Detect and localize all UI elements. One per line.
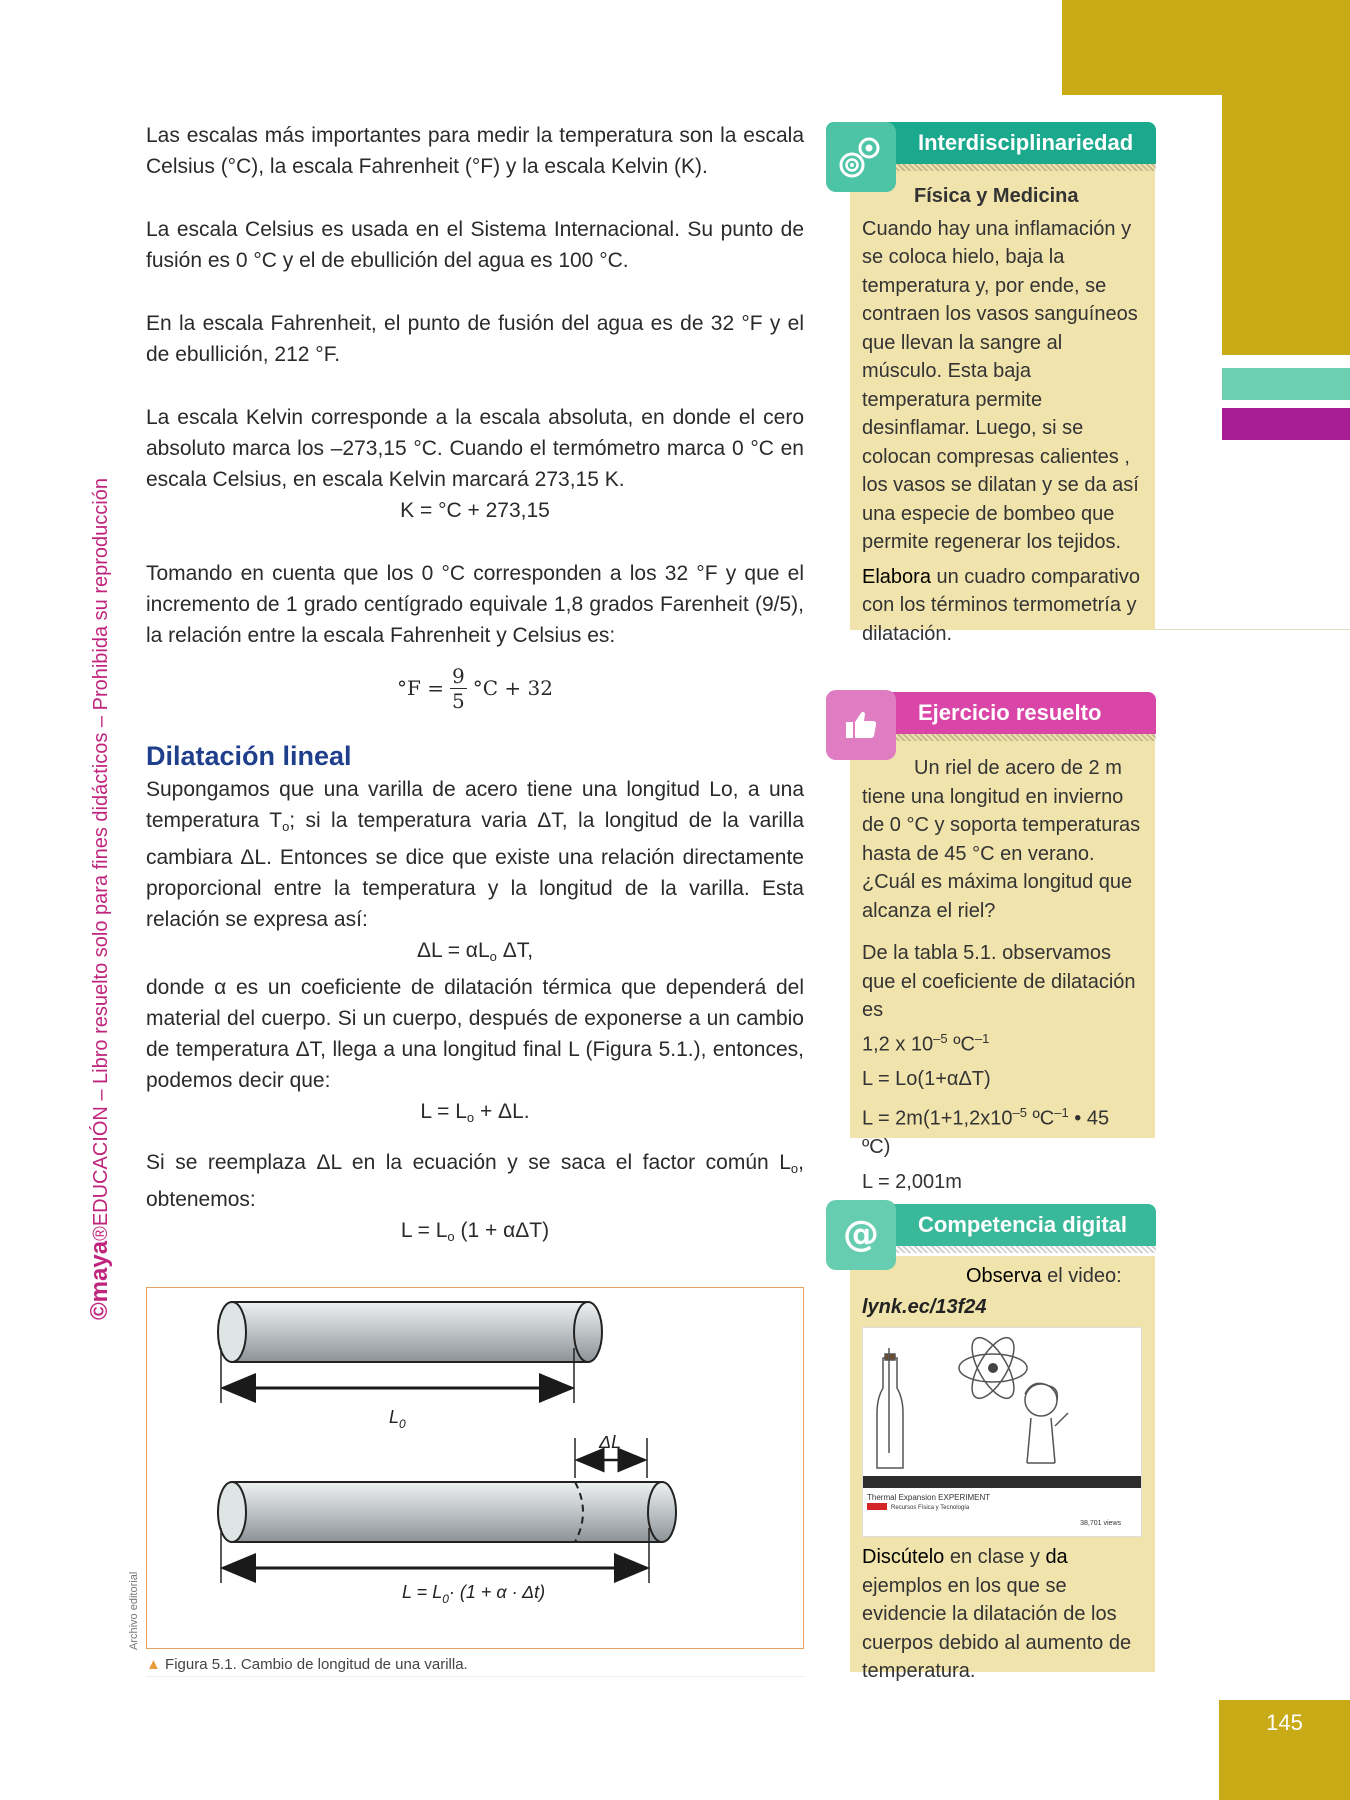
formula-left: °F = — [397, 675, 445, 700]
rod-diagram — [147, 1288, 802, 1647]
solution-intro: De la tabla 5.1. observamos que el coeficiente de dilatación es — [862, 942, 1136, 1021]
video-views: 38,701 views — [1080, 1520, 1121, 1527]
page-number: 145 — [1266, 1710, 1303, 1735]
card-task: Elabora un cuadro comparativo con los términos termometría y dilatación. — [862, 565, 1140, 645]
paragraph-kelvin: La escala Kelvin corresponde a la escala absoluta, en donde el cero absoluto marca los –273,15 °C. Cuando el termómetro marca 0 °C en escala Celsius, en escala Kelvin marcará 273,15 K. — [146, 406, 804, 491]
video-thumbnail[interactable] — [862, 1327, 1142, 1537]
observa-line: Observa el video: — [966, 1265, 1122, 1287]
fahrenheit-formula — [146, 657, 804, 719]
figure-caption: ▲ Figura 5.1. Cambio de longitud de una varilla. — [146, 1656, 468, 1673]
header-interdisciplinariedad: Interdisciplinariedad — [826, 122, 1156, 164]
formula-fraction — [450, 664, 467, 713]
card-body-text: Cuando hay una inflamación y se coloca hielo, baja la temperatura y, por ende, se contraen los vasos sanguíneos que llevan la sangre al músculo. Esta baja temperatura permite desinflamar. Luego, si se colocan compresas calientes , los vasos se dilatan y se da así una especie de bombeo que permite regenerar los tejidos. — [862, 217, 1139, 553]
exercise-problem: Un riel de acero de 2 m tiene una longitud en invierno de 0 °C y soporta temperaturas hasta de 45 °C en verano. ¿Cuál es máxima longitud que alcanza el riel? — [862, 757, 1141, 922]
label-l0: $L_0$ — [389, 1407, 406, 1431]
video-illustration — [863, 1328, 1142, 1476]
formula-right: °C + 32 — [472, 675, 553, 700]
solution-result: L = 2,001m — [862, 1170, 962, 1193]
card-subtitle: Física y Medicina — [914, 185, 1079, 207]
caption-triangle-icon: ▲ — [146, 1656, 161, 1673]
copyright-credit — [86, 478, 114, 1320]
decorative-gold-block — [1062, 0, 1350, 95]
equation-expansion: $L = L_o$ (1 + αΔT) — [400, 1219, 550, 1244]
label-delta-l: ΔL — [599, 1432, 622, 1452]
paragraph-scales: Las escalas más importantes para medir la temperatura son la escala Celsius (°C), la escala Fahrenheit (°F) y la escala Kelvin (K). — [146, 124, 804, 178]
fraction-numerator: 9 — [452, 663, 465, 688]
brand-logo-text: ©maya — [86, 1240, 113, 1320]
fraction-denominator: 5 — [452, 688, 465, 713]
archivo-editorial-label: Archivo editorial — [128, 1571, 140, 1650]
svg-text:@: @ — [843, 1214, 879, 1255]
main-column — [146, 120, 804, 1252]
paragraph-fahrenheit: En la escala Fahrenheit, el punto de fusión del agua es de 32 °F y el de ebullición, 212 °F. — [146, 312, 804, 366]
video-link[interactable]: lynk.ec/13f24 — [862, 1295, 987, 1318]
rod-expanded — [218, 1482, 676, 1542]
solution-step-1: L = Lo(1+αΔT) — [862, 1067, 991, 1090]
paragraph-dilation: Supongamos que una varilla de acero tiene una longitud Lo, a una temperatura $T_o$; si la temperatura varia ΔT, la longitud de la varilla cambiara ΔL. Entonces se dice que existe una relación directamente proporcional entre la temperatura y la longitud de la varilla. Esta relación se expresa así: — [146, 778, 805, 931]
discussion-task: Discútelo en clase y da ejemplos en los que se evidencie la dilatación de los cuerpos debido al aumento de temperatura. — [862, 1546, 1132, 1682]
decorative-gold-band — [1222, 95, 1350, 355]
caption-rule — [146, 1676, 804, 1677]
paragraph-celsius: La escala Celsius es usada en el Sistema Internacional. Su punto de fusión es 0 °C y el de ebullición del agua es 100 °C. — [146, 218, 804, 272]
equation-delta-l: $\Delta L = \alpha L_o$ ΔT, — [416, 939, 534, 964]
rod-original — [218, 1302, 602, 1362]
section-heading: Dilatación lineal — [146, 741, 352, 771]
header-competencia-digital: Competencia digital — [826, 1204, 1156, 1246]
at-sign-icon — [826, 1200, 896, 1270]
video-title: Thermal Expansion EXPERIMENT — [867, 1493, 991, 1502]
paragraph-factor: Si se reemplaza ΔL en la ecuación y se saca el factor común $L_o$, obtenemos: — [146, 1151, 804, 1211]
paragraph-relation: Tomando en cuenta que los 0 °C corresponden a los 32 °F y que el incremento de 1 grado centígrado equivale 1,8 grados Farenheit (9/5), la relación entre la escala Fahrenheit y Celsius es: — [146, 562, 804, 647]
video-channel: Recursos Física y Tecnología — [891, 1505, 970, 1511]
thumbs-up-icon — [826, 690, 896, 760]
video-player-bar[interactable] — [863, 1476, 1141, 1488]
credit-text: ®EDUCACIÓN – Libro resuelto solo para fines didácticos – Prohibida su reproducción — [90, 478, 112, 1241]
kelvin-formula: K = °C + 273,15 — [400, 499, 550, 522]
figure-rod-expansion — [146, 1287, 804, 1649]
solution-coefficient: 1,2 x $10^{-5}$ ºC$^{-1}$ — [862, 1030, 990, 1056]
subscribe-button[interactable] — [867, 1503, 887, 1510]
decorative-teal-tab — [1222, 368, 1350, 400]
paragraph-coefficient: donde α es un coeficiente de dilatación térmica que dependerá del material del cuerpo. Si un cuerpo, después de exponerse a un cambio de temperatura ΔT, llega a una longitud final L (Figura 5.1.), entonces, podemos decir que: — [146, 976, 804, 1092]
card-ejercicio-resuelto — [850, 730, 1155, 1193]
header-ejercicio-resuelto: Ejercicio resuelto — [826, 692, 1156, 734]
card-interdisciplinariedad — [850, 164, 1155, 645]
decorative-magenta-tab — [1222, 408, 1350, 440]
target-icon — [826, 122, 896, 192]
equation-final-length: $L = L_o + \Delta L$. — [420, 1100, 530, 1125]
label-l-formula: $L = L_0\cdot (1 + \alpha \cdot \Delta t)$ — [402, 1582, 546, 1606]
card-competencia-digital — [850, 1256, 1155, 1682]
solution-step-2: $L = 2m(1+1,2x10^{-5}$ ºC$^{-1}$ • 45 ºC) — [862, 1105, 1110, 1159]
